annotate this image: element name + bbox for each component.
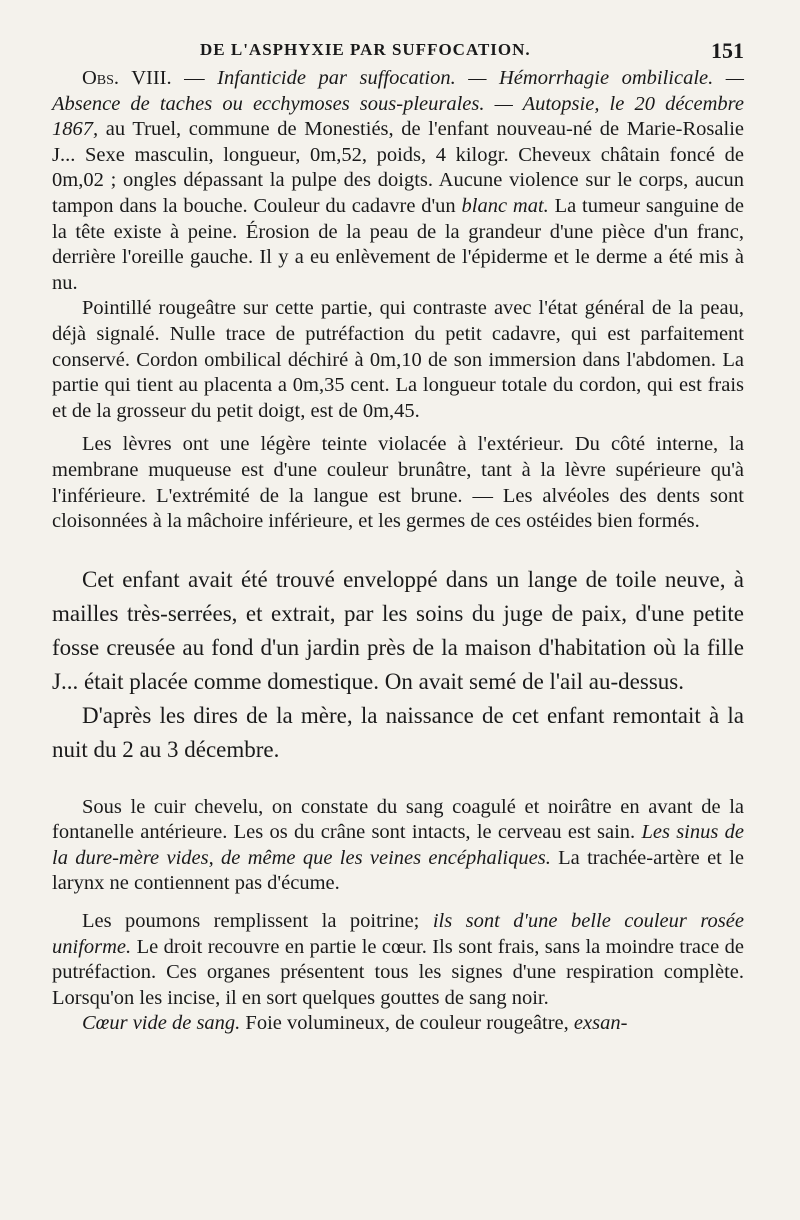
poumons-text-2: Le droit recouvre en partie le cœur. Ils sont frais, sans la moindre trace de putréfaction. Ces organes présentent tous les signes d'une respiration complète. Lorsqu'on les incise, il en sort quelques gouttes de sang noir. (52, 935, 744, 1009)
cuir-italic: Les sinus de la dure-mère vides, de même que les veines encéphaliques. (52, 821, 744, 869)
poumons-italic: ils sont d'une belle couleur rosée uniforme. (52, 910, 744, 958)
poumons-text: Les poumons remplissent la poitrine; (82, 910, 433, 933)
cuir-text: Sous le cuir chevelu, on constate du sang coagulé et noirâtre en avant de la fontanelle antérieure. Les os du crâne sont intacts, le cerveau est sain. (52, 795, 744, 844)
cuir-text-2: La trachée-artère et le larynx ne contiennent pas d'écume. (52, 846, 744, 895)
coeur-text: Foie volumineux, de couleur rougeâtre, (240, 1012, 574, 1035)
paragraph-pointille: Pointillé rougeâtre sur cette partie, qui contraste avec l'état général de la peau, déjà signalé. Nulle trace de putréfaction du petit cadavre, qui est parfaitement conservé. Cordon ombilical déchiré à 0m,10 de son immersion dans l'abdomen. La partie qui tient au placenta a 0m,35 cent. La longueur totale du cordon, qui est frais et de la grosseur du petit doigt, est de 0m,45. (52, 297, 744, 422)
paragraph-poumons (52, 909, 744, 1011)
coeur-italic: Cœur vide de sang. (82, 1012, 241, 1035)
observation-paragraph (52, 66, 744, 296)
paragraph-dires: D'après les dires de la mère, la naissance de cet enfant remontait à la nuit du 2 au 3 décembre. (52, 702, 744, 762)
observation-heading: Infanticide par suffocation. — Hémorrhagie ombilicale. — Absence de taches ou ecchymoses sous-pleurales. — Autopsie, le 20 décembre 1867, (52, 67, 745, 141)
paragraph-enfant: Cet enfant avait été trouvé enveloppé dans un lange de toile neuve, à mailles très-serrées, et extrait, par les soins du juge de paix, d'une petite fosse creusée au fond d'un jardin près de la maison d'habitation où la fille J... était placée comme domestique. On avait semé de l'ail au-dessus. (52, 566, 744, 694)
dash: — (171, 67, 218, 89)
paragraph-coeur (52, 1011, 744, 1037)
observation-text: au Truel, commune de Monestiés, de l'enfant nouveau-né de Marie-Rosalie J... Sexe masculin, longueur, 0m,52, poids, 4 kilogr. Cheveux châtain foncé de 0m,02 ; ongles dépassant la pulpe des doigts. Aucune violence sur le corps, aucun tampon dans la bouche. Couleur du cadavre d'un (52, 118, 744, 217)
observation-label: Obs. VIII. (82, 67, 172, 89)
paragraph-levres: Les lèvres ont une légère teinte violacée à l'extérieur. Du côté interne, la membrane muqueuse est d'une couleur brunâtre, tant à la lèvre supérieure qu'à l'inférieure. L'extrémité de la langue est brune. — Les alvéoles des dents sont cloisonnées à la mâchoire inférieure, et les germes de ces ostéides bien formés. (52, 433, 744, 533)
running-title: DE L'ASPHYXIE PAR SUFFOCATION. (200, 40, 531, 59)
coeur-italic-2: exsan- (573, 1012, 628, 1035)
observation-italic: blanc mat. (461, 194, 549, 217)
observation-text-2: La tumeur sanguine de la tête existe à peine. Érosion de la peau de la grandeur d'une pièce d'un franc, derrière l'oreille gauche. Il y a eu enlèvement de l'épiderme et le derme a été mis à nu. (52, 194, 744, 294)
book-page (52, 30, 744, 1037)
paragraph-cuir (52, 795, 744, 897)
running-head (52, 30, 744, 66)
page-number: 151 (711, 38, 744, 63)
